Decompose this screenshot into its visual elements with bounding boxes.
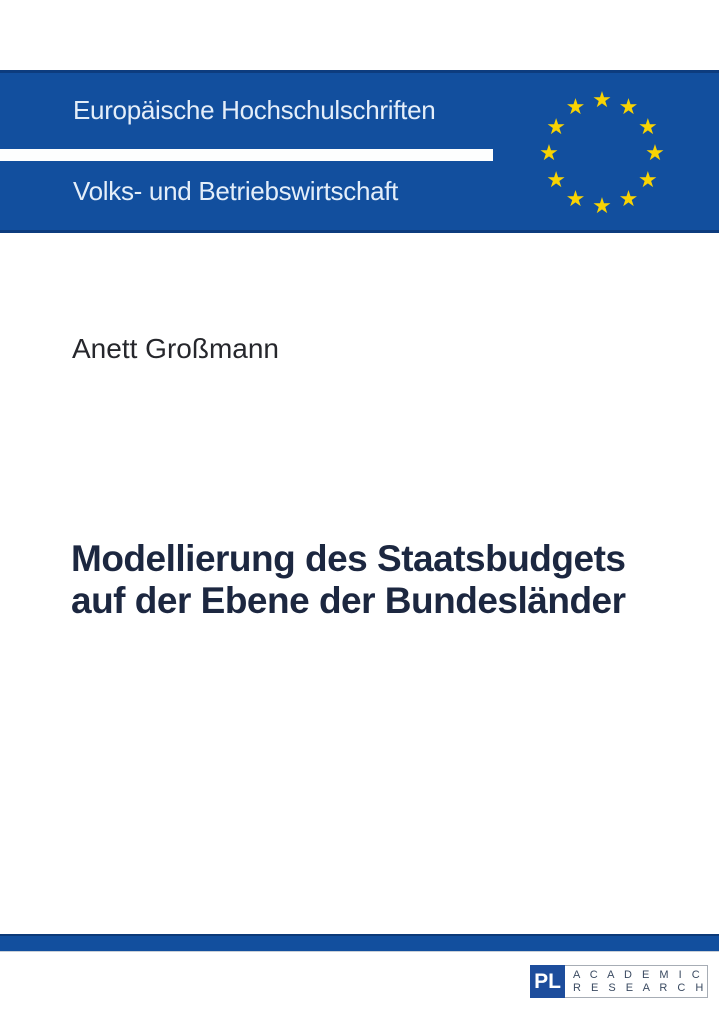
series-subtitle: Volks- und Betriebswirtschaft bbox=[73, 176, 399, 206]
book-title-line1: Modellierung des Staatsbudgets bbox=[71, 538, 626, 579]
book-title-line2: auf der Ebene der Bundesländer bbox=[71, 580, 626, 621]
eu-star-icon: ★ bbox=[618, 95, 639, 121]
series-banner bbox=[0, 70, 719, 233]
eu-star-icon: ★ bbox=[592, 194, 612, 219]
publisher-name bbox=[565, 965, 708, 998]
publisher-logo bbox=[530, 965, 707, 998]
eu-star-icon: ★ bbox=[539, 141, 559, 166]
banner-divider bbox=[0, 149, 493, 161]
author-name: Anett Großmann bbox=[72, 333, 279, 364]
eu-star-icon: ★ bbox=[618, 186, 639, 212]
eu-star-icon: ★ bbox=[546, 114, 566, 140]
footer-bar bbox=[0, 934, 719, 952]
publisher-initials: PL bbox=[530, 965, 565, 998]
eu-star-icon: ★ bbox=[565, 95, 586, 121]
series-title: Europäische Hochschulschriften bbox=[73, 95, 436, 125]
eu-star-icon: ★ bbox=[592, 88, 612, 113]
eu-star-icon: ★ bbox=[546, 167, 566, 193]
eu-star-icon: ★ bbox=[638, 114, 658, 140]
publisher-name-line1: A C A D E M I C bbox=[573, 969, 704, 981]
book-title bbox=[71, 538, 626, 622]
eu-star-icon: ★ bbox=[645, 141, 665, 166]
eu-star-icon: ★ bbox=[565, 186, 586, 212]
publisher-name-line2: R E S E A R C H bbox=[573, 982, 707, 994]
eu-star-icon: ★ bbox=[638, 167, 658, 193]
